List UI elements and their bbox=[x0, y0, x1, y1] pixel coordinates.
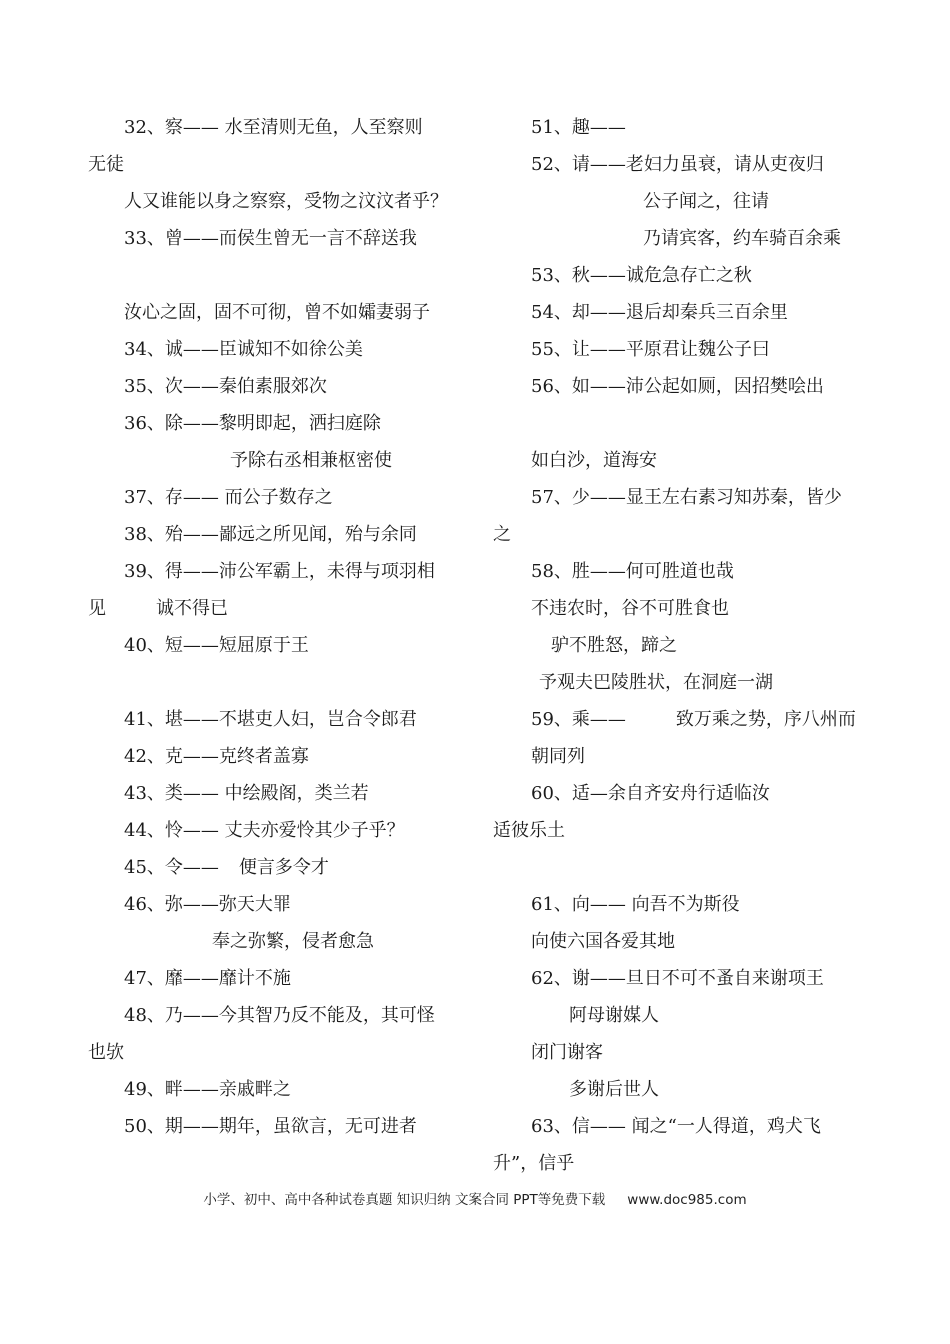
entry-33-line2: 汝心之固，固不可彻，曾不如孀妻弱子 bbox=[124, 302, 430, 323]
entry-39-example: 诚不得已 bbox=[156, 598, 228, 619]
blank-line bbox=[493, 405, 873, 442]
entry-58-line1: 58、胜——何可胜道也哉 bbox=[531, 561, 734, 582]
entry-59-line1 bbox=[493, 701, 873, 738]
entry-37: 37、存—— 而公子数存之 bbox=[124, 487, 333, 508]
entry-39-line1: 39、得——沛公军霸上，未得与项羽相 bbox=[124, 561, 435, 582]
entry-56-line2: 如白沙，道海安 bbox=[531, 450, 657, 471]
entry-34: 34、诚——臣诚知不如徐公美 bbox=[124, 339, 363, 360]
entry-38: 38、殆——鄙远之所见闻，殆与余同 bbox=[124, 524, 417, 545]
entry-41: 41、堪——不堪吏人妇，岂合令郎君 bbox=[124, 709, 417, 730]
entry-56-line1: 56、如——沛公起如厕，因招樊哙出 bbox=[531, 376, 824, 397]
left-column bbox=[88, 109, 468, 1145]
entry-44: 44、怜—— 丈夫亦爱怜其少子乎？ bbox=[124, 820, 405, 841]
page-footer bbox=[0, 1188, 950, 1208]
entry-45-example: 便言多令才 bbox=[238, 857, 329, 878]
right-column bbox=[493, 109, 873, 1182]
entry-52-line3: 乃请宾客，约车骑百余乘 bbox=[643, 228, 841, 249]
footer-url[interactable]: www.doc985.com bbox=[627, 1192, 747, 1208]
entry-54: 54、却——退后却秦兵三百余里 bbox=[531, 302, 788, 323]
entry-36-line1: 36、除——黎明即起，洒扫庭除 bbox=[124, 413, 381, 434]
entry-62-line4: 多谢后世人 bbox=[569, 1079, 659, 1100]
entry-60-line2: 适彼乐土 bbox=[493, 820, 565, 841]
entry-48-line1: 48、乃——今其智乃反不能及，其可怪 bbox=[124, 1005, 435, 1026]
entry-57-line2: 之 bbox=[493, 524, 511, 545]
entry-58-line3: 驴不胜怒，蹄之 bbox=[551, 635, 677, 656]
entry-50: 50、期——期年，虽欲言，无可进者 bbox=[124, 1116, 417, 1137]
entry-59-head: 59、乘—— bbox=[531, 709, 626, 730]
entry-61-line2: 向使六国各爱其地 bbox=[531, 931, 675, 952]
footer-text: 小学、初中、高中各种试卷真题 知识归纳 文案合同 PPT等免费下载 bbox=[203, 1192, 606, 1208]
entry-59-example: 致万乘之势，序八州而 bbox=[675, 709, 856, 730]
entry-58-line2: 不违农时，谷不可胜食也 bbox=[531, 598, 729, 619]
entry-46-line1: 46、弥——弥天大罪 bbox=[124, 894, 291, 915]
entry-63-line1: 63、信—— 闻之“一人得道，鸡犬飞 bbox=[531, 1116, 821, 1137]
entry-45-head: 45、令—— bbox=[124, 857, 219, 878]
entry-52-line1: 52、请——老妇力虽衰，请从吏夜归 bbox=[531, 154, 824, 175]
entry-59-line2: 朝同列 bbox=[531, 746, 585, 767]
entry-46-line2: 奉之弥繁，侵者愈急 bbox=[212, 931, 374, 952]
entry-47: 47、靡——靡计不施 bbox=[124, 968, 291, 989]
entry-62-line2: 阿母谢媒人 bbox=[569, 1005, 659, 1026]
entry-42: 42、克——克终者盖寡 bbox=[124, 746, 309, 767]
entry-36-line2: 予除右丞相兼枢密使 bbox=[230, 450, 392, 471]
entry-32-line1: 32、察—— 水至清则无鱼，人至察则 bbox=[124, 117, 423, 138]
entry-60-line1: 60、适—余自齐安舟行适临汝 bbox=[531, 783, 770, 804]
entry-43: 43、类—— 中绘殿阁，类兰若 bbox=[124, 783, 369, 804]
entry-45 bbox=[88, 849, 468, 886]
entry-51: 51、趣—— bbox=[531, 117, 626, 138]
entry-39-line2 bbox=[88, 590, 468, 627]
entry-52-line2: 公子闻之，往请 bbox=[643, 191, 769, 212]
entry-58-line4: 予观夫巴陵胜状，在洞庭一湖 bbox=[539, 672, 773, 693]
entry-53: 53、秋——诚危急存亡之秋 bbox=[531, 265, 752, 286]
entry-61-line1: 61、向—— 向吾不为斯役 bbox=[531, 894, 740, 915]
entry-57-line1: 57、少——显王左右素习知苏秦，皆少 bbox=[531, 487, 842, 508]
entry-49: 49、畔——亲戚畔之 bbox=[124, 1079, 291, 1100]
entry-62-line1: 62、谢——旦日不可不蚤自来谢项王 bbox=[531, 968, 824, 989]
blank-line bbox=[88, 664, 468, 701]
entry-48-line2: 也欤 bbox=[88, 1042, 124, 1063]
entry-35: 35、次——秦伯素服郊次 bbox=[124, 376, 327, 397]
entry-32-line3: 人又谁能以身之察察，受物之汶汶者乎？ bbox=[124, 191, 448, 212]
entry-39-wrap: 见 bbox=[88, 598, 106, 619]
entry-63-line2: 升”，信乎 bbox=[493, 1153, 575, 1174]
entry-40: 40、短——短屈原于王 bbox=[124, 635, 309, 656]
entry-32-line2: 无徒 bbox=[88, 154, 124, 175]
entry-33-line1: 33、曾——而侯生曾无一言不辞送我 bbox=[124, 228, 417, 249]
blank-line bbox=[88, 257, 468, 294]
blank-line bbox=[493, 849, 873, 886]
entry-62-line3: 闭门谢客 bbox=[531, 1042, 603, 1063]
entry-55: 55、让——平原君让魏公子曰 bbox=[531, 339, 770, 360]
